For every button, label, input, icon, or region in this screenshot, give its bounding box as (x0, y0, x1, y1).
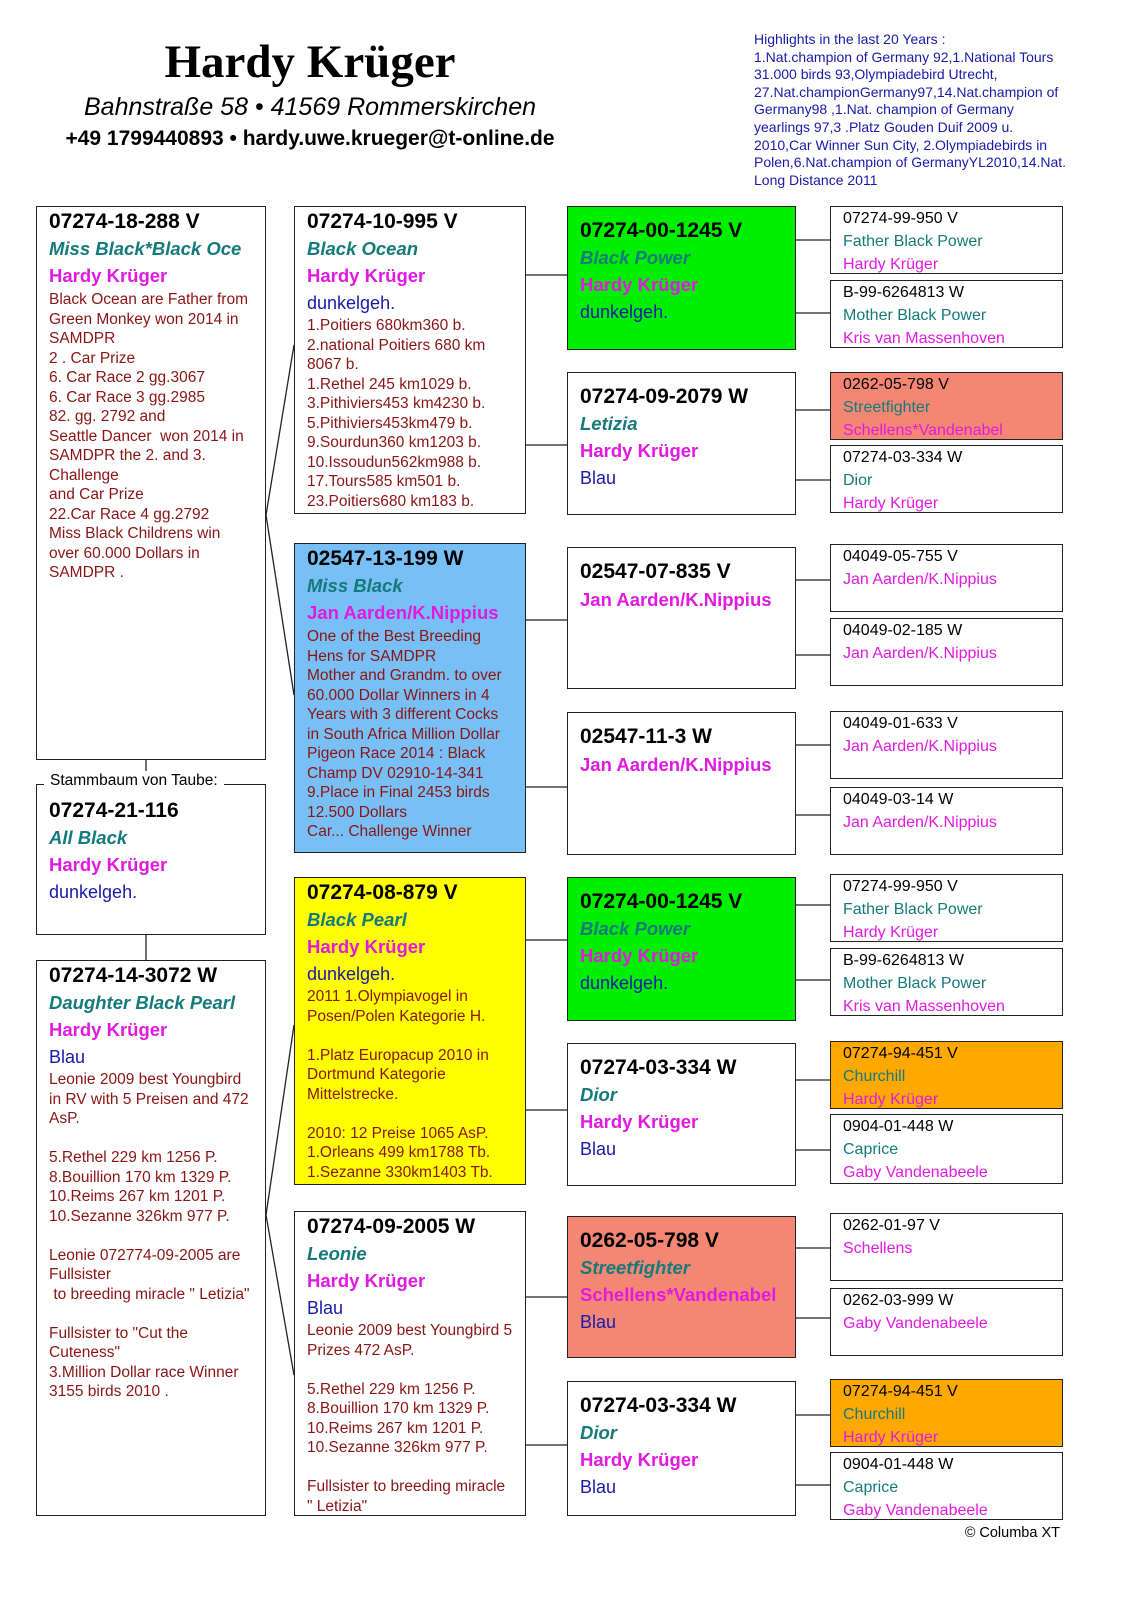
dam-name: Daughter Black Pearl (49, 992, 236, 1013)
highlights-text: Highlights in the last 20 Years : 1.Nat.champion of Germany 92,1.National Tours 31.000 birds 93,Olympiadebird Utrecht, 27.Nat.championGermany97,14.Nat.champion of Germany98 ,1.Nat. champion of Germany yearlings 97,3 .Platz Gouden Duif 2009 u. 2010,Car Winner Sun City, 2.Olympiadebirds in Polen,6.Nat.champion of GermanyYL2010,14.Nat. Long Distance 2011 (754, 31, 1067, 188)
breeder-name: Hardy Krüger (164, 36, 456, 88)
g4-name: Streetfighter (843, 399, 931, 416)
g3-breeder: Jan Aarden/K.Nippius (580, 754, 772, 775)
g4-ring: 04049-01-633 V (843, 715, 958, 732)
g4-breeder: Schellens*Vandenabel (843, 422, 1003, 439)
g4-ring: 0262-03-999 W (843, 1292, 954, 1309)
g4-breeder: Hardy Krüger (843, 1429, 939, 1446)
g3-ring: 0262-05-798 V (580, 1229, 719, 1252)
g2-ring: 02547-13-199 W (307, 547, 464, 570)
dam-color: Blau (49, 1047, 86, 1067)
subject-color: dunkelgeh. (49, 882, 138, 902)
g3-breeder: Hardy Krüger (580, 945, 699, 966)
g4-box (830, 948, 1063, 1016)
g2-ring: 07274-08-879 V (307, 881, 458, 904)
g2-miss-black-box (294, 543, 526, 853)
g4-ring: 07274-03-334 W (843, 449, 963, 466)
g3-ring: 07274-00-1245 V (580, 219, 743, 242)
g2-leonie-box (294, 1211, 526, 1516)
g3-breeder: Hardy Krüger (580, 1111, 699, 1132)
sire-breeder: Hardy Krüger (49, 265, 168, 286)
g3-breeder: Jan Aarden/K.Nippius (580, 589, 772, 610)
g3-ring: 07274-09-2079 W (580, 385, 749, 408)
breeder-contact: +49 1799440893 • hardy.uwe.krueger@t-online.de (65, 127, 555, 150)
g4-ring: 04049-03-14 W (843, 791, 954, 808)
g2-black-ocean-box (294, 206, 526, 514)
copyright-footer: © Columba XT (964, 1525, 1060, 1541)
g3-ring: 02547-11-3 W (580, 725, 712, 748)
g3-color: dunkelgeh. (580, 973, 669, 993)
g4-name: Father Black Power (843, 233, 983, 250)
g4-breeder: Gaby Vandenabeele (843, 1164, 988, 1181)
g4-box (830, 1288, 1063, 1356)
g4-box (830, 1379, 1063, 1447)
g4-box (830, 1452, 1063, 1520)
g4-name: Churchill (843, 1406, 906, 1423)
g4-name: Father Black Power (843, 901, 983, 918)
g2-notes: One of the Best Breeding Hens for SAMDPR Mother and Grandm. to over 60.000 Dollar Winners in 4 Years with 3 different Cocks in South Africa Million Dollar Pigeon Race 2014 : Black Champ DV 02910-14-341 9.Place in Final 2453 birds 12.500 Dollars Car... Challenge Winner (307, 628, 502, 840)
dam-box (36, 960, 266, 1516)
g3-breeder: Hardy Krüger (580, 1449, 699, 1470)
g4-breeder: Jan Aarden/K.Nippius (843, 814, 997, 831)
g2-color: dunkelgeh. (307, 293, 396, 313)
g3-name: Dior (580, 1422, 617, 1443)
g4-name: Caprice (843, 1141, 899, 1158)
subject-ring: 07274-21-116 (49, 799, 179, 822)
subject-box (36, 784, 266, 935)
g4-name: Dior (843, 472, 873, 489)
g4-box (830, 280, 1063, 348)
g4-breeder: Hardy Krüger (843, 1091, 939, 1108)
g2-name: Leonie (307, 1243, 367, 1264)
g3-name: Streetfighter (580, 1257, 690, 1278)
g3-name: Black Power (580, 247, 691, 268)
g4-box (830, 711, 1063, 779)
g4-breeder: Jan Aarden/K.Nippius (843, 738, 997, 755)
g2-breeder: Hardy Krüger (307, 1270, 426, 1291)
g4-box (830, 787, 1063, 855)
g4-name: Caprice (843, 1479, 899, 1496)
g4-box (830, 206, 1063, 274)
g3-name: Letizia (580, 413, 638, 434)
g2-ring: 07274-10-995 V (307, 210, 458, 233)
g4-breeder: Schellens (843, 1240, 913, 1257)
g2-black-pearl-box (294, 877, 526, 1185)
g4-box (830, 874, 1063, 942)
g4-ring: B-99-6264813 W (843, 952, 964, 969)
sire-ring: 07274-18-288 V (49, 210, 200, 233)
g4-breeder: Hardy Krüger (843, 924, 939, 941)
g4-breeder: Jan Aarden/K.Nippius (843, 645, 997, 662)
g3-breeder: Hardy Krüger (580, 274, 699, 295)
g2-color: dunkelgeh. (307, 964, 396, 984)
g4-ring: 07274-94-451 V (843, 1045, 958, 1062)
g2-breeder: Jan Aarden/K.Nippius (307, 602, 499, 623)
g3-color: Blau (580, 1477, 617, 1497)
g4-box (830, 445, 1063, 513)
g4-box (830, 1041, 1063, 1109)
g4-name: Mother Black Power (843, 975, 987, 992)
g3-ring: 02547-07-835 V (580, 560, 731, 583)
g3-box (567, 1216, 796, 1358)
g3-box (567, 1043, 796, 1186)
g4-breeder: Hardy Krüger (843, 495, 939, 512)
g4-name: Mother Black Power (843, 307, 987, 324)
subject-breeder: Hardy Krüger (49, 854, 168, 875)
g4-name: Churchill (843, 1068, 906, 1085)
sire-box (36, 206, 266, 760)
g4-ring: 07274-94-451 V (843, 1383, 958, 1400)
g3-ring: 07274-03-334 W (580, 1394, 737, 1417)
g3-name: Dior (580, 1084, 617, 1105)
g3-box (567, 206, 796, 350)
sire-notes: Black Ocean are Father from Green Monkey won 2014 in SAMDPR 2 . Car Prize 6. Car Race 2 gg.3067 6. Car Race 3 gg.2985 82. gg. 2792 and Seattle Dancer won 2014 in SAMDPR the 2. and 3. Challenge and Car Prize 22.Car Race 4 gg.2792 Miss Black Childrens win over 60.000 Dollars in SAMDPR . (49, 291, 248, 581)
g4-ring: 0262-01-97 V (843, 1217, 940, 1234)
g4-box (830, 372, 1063, 440)
g3-box (567, 877, 796, 1021)
g2-notes: Leonie 2009 best Youngbird 5 Prizes 472 AsP. 5.Rethel 229 km 1256 P. 8.Bouillion 170 km 1329 P. 10.Reims 267 km 1201 P. 10.Sezanne 326km 977 P. Fullsister to breeding miracle " Letizia" (307, 1322, 513, 1515)
g3-color: dunkelgeh. (580, 302, 669, 322)
g3-ring: 07274-03-334 W (580, 1056, 737, 1079)
g4-ring: 04049-05-755 V (843, 548, 958, 565)
sire-name: Miss Black*Black Oce (49, 238, 242, 259)
g2-ring: 07274-09-2005 W (307, 1215, 476, 1238)
g3-box (567, 372, 796, 515)
g3-color: Blau (580, 1139, 617, 1159)
g4-breeder: Jan Aarden/K.Nippius (843, 571, 997, 588)
g3-box (567, 712, 796, 855)
g4-ring: 07274-99-950 V (843, 878, 958, 895)
g4-ring: 0904-01-448 W (843, 1118, 954, 1135)
subject-name: All Black (49, 827, 128, 848)
g3-color: Blau (580, 468, 617, 488)
g2-notes: 1.Poitiers 680km360 b. 2.national Poitiers 680 km 8067 b. 1.Rethel 245 km1029 b. 3.Pithiviers453 km4230 b. 5.Pithiviers453km479 b. 9.Sourdun360 km1203 b. 10.Issoudun562km988 b. 17.Tours585 km501 b. 23.Poitiers680 km183 b. (307, 317, 486, 510)
g3-color: Blau (580, 1312, 617, 1332)
g3-box (567, 1381, 796, 1516)
g2-color: Blau (307, 1298, 344, 1318)
g3-ring: 07274-00-1245 V (580, 890, 743, 913)
g4-breeder: Kris van Massenhoven (843, 998, 1005, 1015)
g4-ring: 0262-05-798 V (843, 376, 949, 393)
g3-name: Black Power (580, 918, 691, 939)
g2-name: Black Pearl (307, 909, 407, 930)
g3-breeder: Hardy Krüger (580, 440, 699, 461)
g4-breeder: Kris van Massenhoven (843, 330, 1005, 347)
breeder-address: Bahnstraße 58 • 41569 Rommerskirchen (83, 93, 537, 121)
g2-name: Black Ocean (307, 238, 419, 259)
g4-ring: 0904-01-448 W (843, 1456, 954, 1473)
subject-label: Stammbaum von Taube: (44, 771, 224, 791)
g4-ring: 04049-02-185 W (843, 622, 963, 639)
g3-box (567, 547, 796, 689)
dam-notes: Leonie 2009 best Youngbird in RV with 5 Preisen and 472 AsP. 5.Rethel 229 km 1256 P. 8.Bouillion 170 km 1329 P. 10.Reims 267 km 1201 P. 10.Sezanne 326km 977 P. Leonie 072774-09-2005 are Fullsister to breeding miracle " Letizia" Fullsister to "Cut the Cuteness" 3.Million Dollar race Winner 3155 birds 2010 . (49, 1071, 250, 1400)
g4-breeder: Gaby Vandenabeele (843, 1315, 988, 1332)
g4-box (830, 618, 1063, 686)
dam-ring: 07274-14-3072 W (49, 964, 218, 987)
dam-breeder: Hardy Krüger (49, 1019, 168, 1040)
g4-box (830, 1213, 1063, 1281)
g4-breeder: Gaby Vandenabeele (843, 1502, 988, 1519)
g4-box (830, 544, 1063, 612)
g3-breeder: Schellens*Vandenabel (580, 1284, 777, 1305)
g2-breeder: Hardy Krüger (307, 936, 426, 957)
g4-ring: B-99-6264813 W (843, 284, 964, 301)
g2-name: Miss Black (307, 575, 403, 596)
g2-breeder: Hardy Krüger (307, 265, 426, 286)
g4-box (830, 1114, 1063, 1184)
g4-breeder: Hardy Krüger (843, 256, 939, 273)
g2-notes: 2011 1.Olympiavogel in Posen/Polen Kategorie H. 1.Platz Europacup 2010 in Dortmund Kategorie Mittelstrecke. 2010: 12 Preise 1065 AsP. 1.Orleans 499 km1788 Tb. 1.Sezanne 330km1403 Tb. (307, 988, 493, 1181)
g4-ring: 07274-99-950 V (843, 210, 958, 227)
